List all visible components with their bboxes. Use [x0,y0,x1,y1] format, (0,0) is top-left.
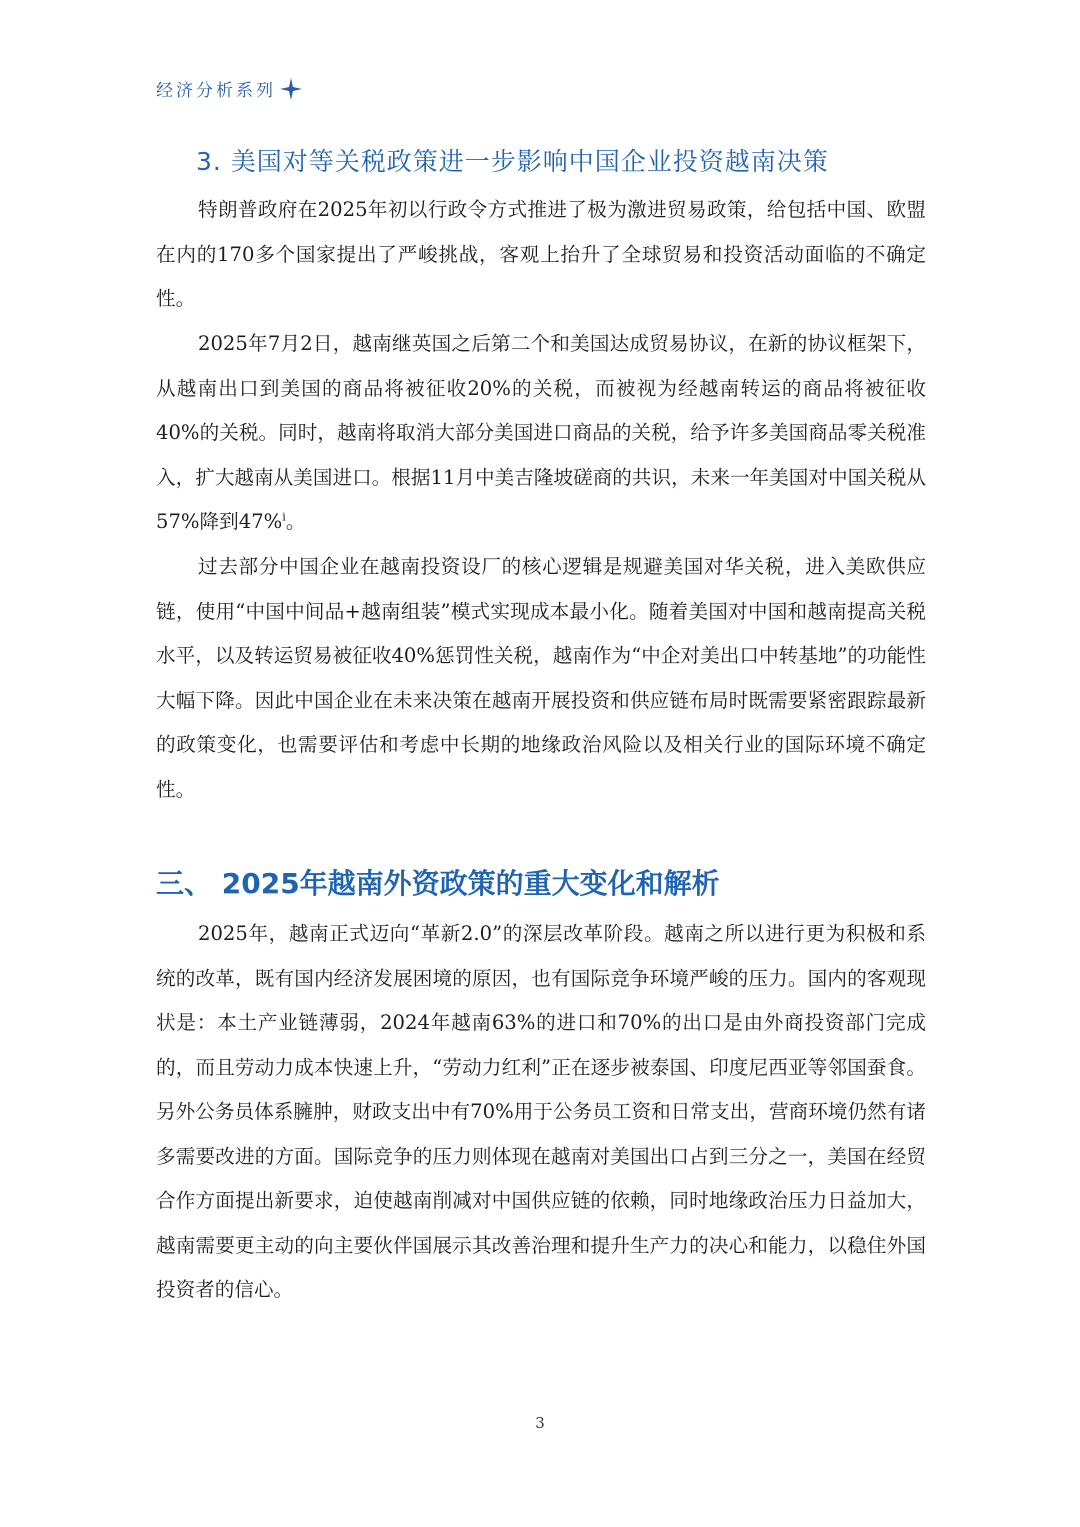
section-heading: 3. 美国对等关税政策进一步影响中国企业投资越南决策 [196,147,829,176]
paragraph: 2025年，越南正式迈向“革新2.0”的深层改革阶段。越南之所以进行更为积极和系统的改革，既有国内经济发展困境的原因，也有国际竞争环境严峻的压力。国内的客观现状是：本土产业链薄弱，2024年越南63%的进口和70%的出口是由外商投资部门完成的，而且劳动力成本快速上升，“劳动力红利”正在逐步被泰国、印度尼西亚等邻国蚕食。另外公务员体系臃肿，财政支出中有70%用于公务员工资和日常支出，营商环境仍然有诸多需要改进的方面。国际竞争的压力则体现在越南对美国出口占到三分之一，美国在经贸合作方面提出新要求，迫使越南削减对中国供应链的依赖，同时地缘政治压力日益加大，越南需要更主动的向主要伙伴国展示其改善治理和提升生产力的决心和能力，以稳住外国投资者的信心。 [156,922,926,1301]
page-number: 3 [535,1414,545,1432]
footnote-marker[interactable]: i [282,510,286,524]
paragraph: 特朗普政府在2025年初以行政令方式推进了极为激进贸易政策，给包括中国、欧盟在内的170多个国家提出了严峻挑战，客观上抬升了全球贸易和投资活动面临的不确定性。 [156,198,926,310]
paragraph [156,322,926,545]
four-point-star-icon [280,78,302,100]
running-header [156,76,302,101]
chapter-heading: 三、 2025年越南外资政策的重大变化和解析 [156,867,720,900]
series-label: 经济分析系列 [156,81,276,101]
paragraph-text: 2025年7月2日，越南继英国之后第二个和美国达成贸易协议，在新的协议框架下，从越南出口到美国的商品将被征收20%的关税，而被视为经越南转运的商品将被征收40%的关税。同时，越南将取消大部分美国进口商品的关税，给予许多美国商品零关税准入，扩大越南从美国进口。根据11月中美吉隆坡磋商的共识，未来一年美国对中国关税从57%降到47% [156,332,926,533]
paragraph-end: 。 [285,510,306,533]
paragraph: 过去部分中国企业在越南投资设厂的核心逻辑是规避美国对华关税，进入美欧供应链，使用“中国中间品+越南组装”模式实现成本最小化。随着美国对中国和越南提高关税水平，以及转运贸易被征收40%惩罚性关税，越南作为“中企对美出口中转基地”的功能性大幅下降。因此中国企业在未来决策在越南开展投资和供应链布局时既需要紧密跟踪最新的政策变化，也需要评估和考虑中长期的地缘政治风险以及相关行业的国际环境不确定性。 [156,555,926,801]
